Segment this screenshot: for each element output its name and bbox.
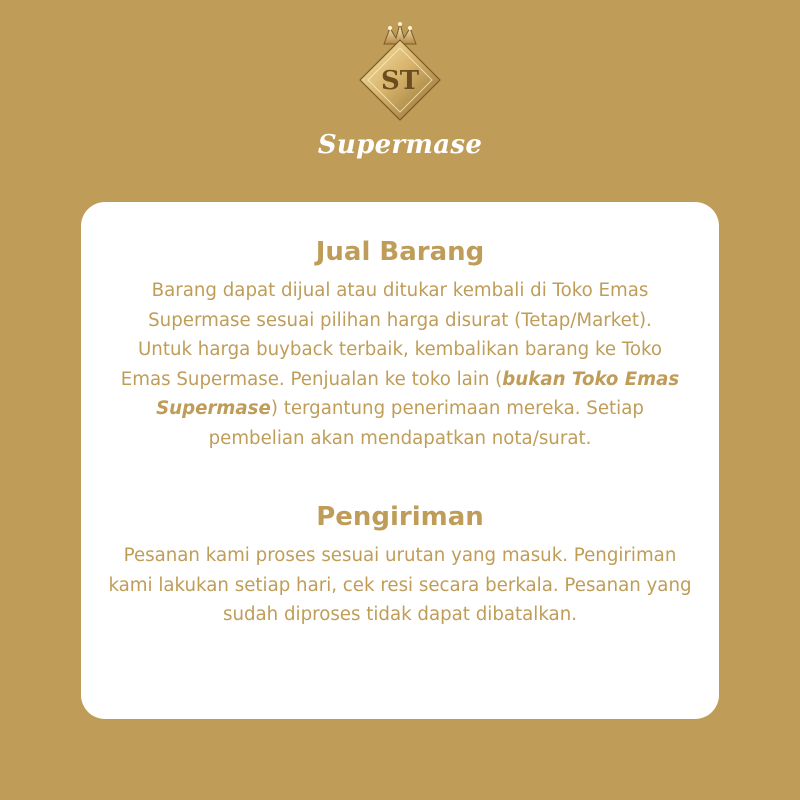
section-body — [120, 276, 680, 453]
section-title: Jual Barang — [315, 237, 485, 267]
logo-block — [0, 18, 800, 160]
body-text: ) tergantung penerimaan mereka. Setiap pembelian akan mendapatkan nota/surat. — [208, 398, 644, 449]
crown-diamond-logo-icon — [350, 18, 450, 126]
body-text: Barang dapat dijual atau ditukar kembali di Toko Emas Supermase sesuai pilihan harga disurat (Tetap/Market). Untuk harga buyback terbaik, kembalikan barang ke Toko Emas Supermase. Penjualan ke toko lain ( — [120, 280, 662, 390]
section-title: Pengiriman — [316, 502, 484, 532]
section-body: Pesanan kami proses sesuai urutan yang masuk. Pengiriman kami lakukan setiap hari, cek resi secara berkala. Pesanan yang sudah diproses tidak dapat dibatalkan. — [108, 545, 692, 625]
brand-name: Supermase — [317, 130, 483, 160]
section-jual-barang — [81, 232, 719, 453]
svg-text:ST: ST — [380, 66, 420, 96]
section-pengiriman — [81, 497, 719, 630]
body-emphasis: bukan Toko Emas Supermase — [156, 368, 680, 419]
info-card — [81, 202, 719, 719]
